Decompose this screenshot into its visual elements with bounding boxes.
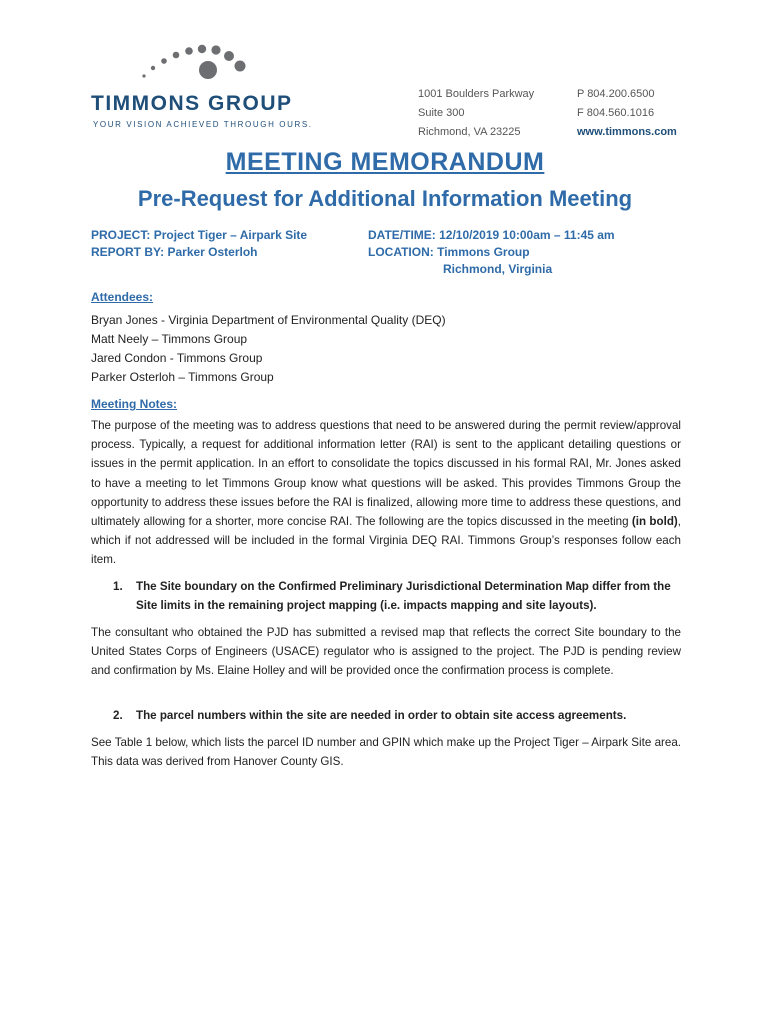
discussion-item-2: [91, 706, 681, 725]
discussion-item-1: [91, 577, 681, 615]
timmons-logo-icon: [140, 40, 270, 88]
report-by-label: REPORT BY:: [91, 245, 165, 259]
page-subtitle: Pre-Request for Additional Information Meeting: [137, 186, 633, 211]
phone-number: P 804.200.6500: [577, 88, 655, 100]
address-line-1: 1001 Boulders Parkway: [418, 88, 535, 100]
address-line-2: Suite 300: [418, 107, 465, 119]
report-by-value: Parker Osterloh: [167, 245, 258, 259]
attendees-heading: Attendees:: [91, 290, 154, 304]
item-text: The parcel numbers within the site are needed in order to obtain site access agreements.: [136, 709, 627, 722]
company-tagline: YOUR VISION ACHIEVED THROUGH OURS.: [93, 120, 313, 129]
item-2-response: See Table 1 below, which lists the parcel ID number and GPIN which make up the Project Tiger – Airpark Site area. This data was derived from Hanover County GIS.: [91, 736, 681, 769]
location-value-2: Richmond, Virginia: [443, 262, 553, 276]
intro-paragraph: [91, 416, 681, 570]
item-number: 1.: [113, 580, 123, 593]
location-label: LOCATION:: [368, 245, 434, 259]
attendee-item: Jared Condon - Timmons Group: [91, 351, 263, 365]
page-title: MEETING MEMORANDUM: [225, 148, 545, 176]
datetime-value: 12/10/2019 10:00am – 11:45 am: [439, 228, 615, 242]
attendees-list: [91, 311, 446, 387]
item-number: 2.: [113, 709, 123, 722]
company-address: [418, 85, 534, 142]
meeting-notes-heading: Meeting Notes:: [91, 397, 178, 411]
attendee-item: Bryan Jones - Virginia Department of Environmental Quality (DEQ): [91, 313, 446, 327]
project-value: Project Tiger – Airpark Site: [153, 228, 308, 242]
project-info: [91, 227, 307, 261]
website-link[interactable]: www.timmons.com: [577, 126, 677, 138]
intro-bold-text: (in bold): [631, 515, 678, 529]
address-line-3: Richmond, VA 23225: [418, 126, 521, 138]
project-label: PROJECT:: [91, 228, 151, 242]
intro-text-end: , which if not addressed will be included in the formal Virginia DEQ RAI. Timmons Group’s responses follow each item.: [91, 515, 681, 567]
attendee-item: Matt Neely – Timmons Group: [91, 332, 248, 346]
intro-text: The purpose of the meeting was to address questions that need to be answered during the permit review/approval process. Typically, a request for additional information letter (RAI) is sent to the applicant detailing questions or issues in the permit application. In an effort to consolidate the topics discussed in his formal RAI, Mr. Jones asked to have a meeting to let Timmons Group know what questions will be asked. This provides Timmons Group the opportunity to address these issues before the RAI is finalized, allowing more time to address these questions, and ultimately allowing for a shorter, more concise RAI. The following are the topics discussed in the meeting: [91, 419, 681, 529]
location-value: Timmons Group: [437, 245, 530, 259]
datetime-location-info: [368, 227, 615, 278]
item-text: The Site boundary on the Confirmed Preliminary Jurisdictional Determination Map differ from the Site limits in the remaining project mapping (i.e. impacts mapping and site layouts).: [136, 580, 671, 612]
attendee-item: Parker Osterloh – Timmons Group: [91, 370, 274, 384]
item-1-response: The consultant who obtained the PJD has submitted a revised map that reflects the correct Site boundary to the United States Corps of Engineers (USACE) regulator who is assigned to the project. The PJD is pending review and confirmation by Ms. Elaine Holley and will be provided once the confirmation process is complete.: [91, 626, 681, 678]
fax-number: F 804.560.1016: [577, 107, 655, 119]
datetime-label: DATE/TIME:: [368, 228, 436, 242]
company-name: TIMMONS GROUP: [91, 92, 293, 115]
company-contact: [577, 85, 677, 142]
